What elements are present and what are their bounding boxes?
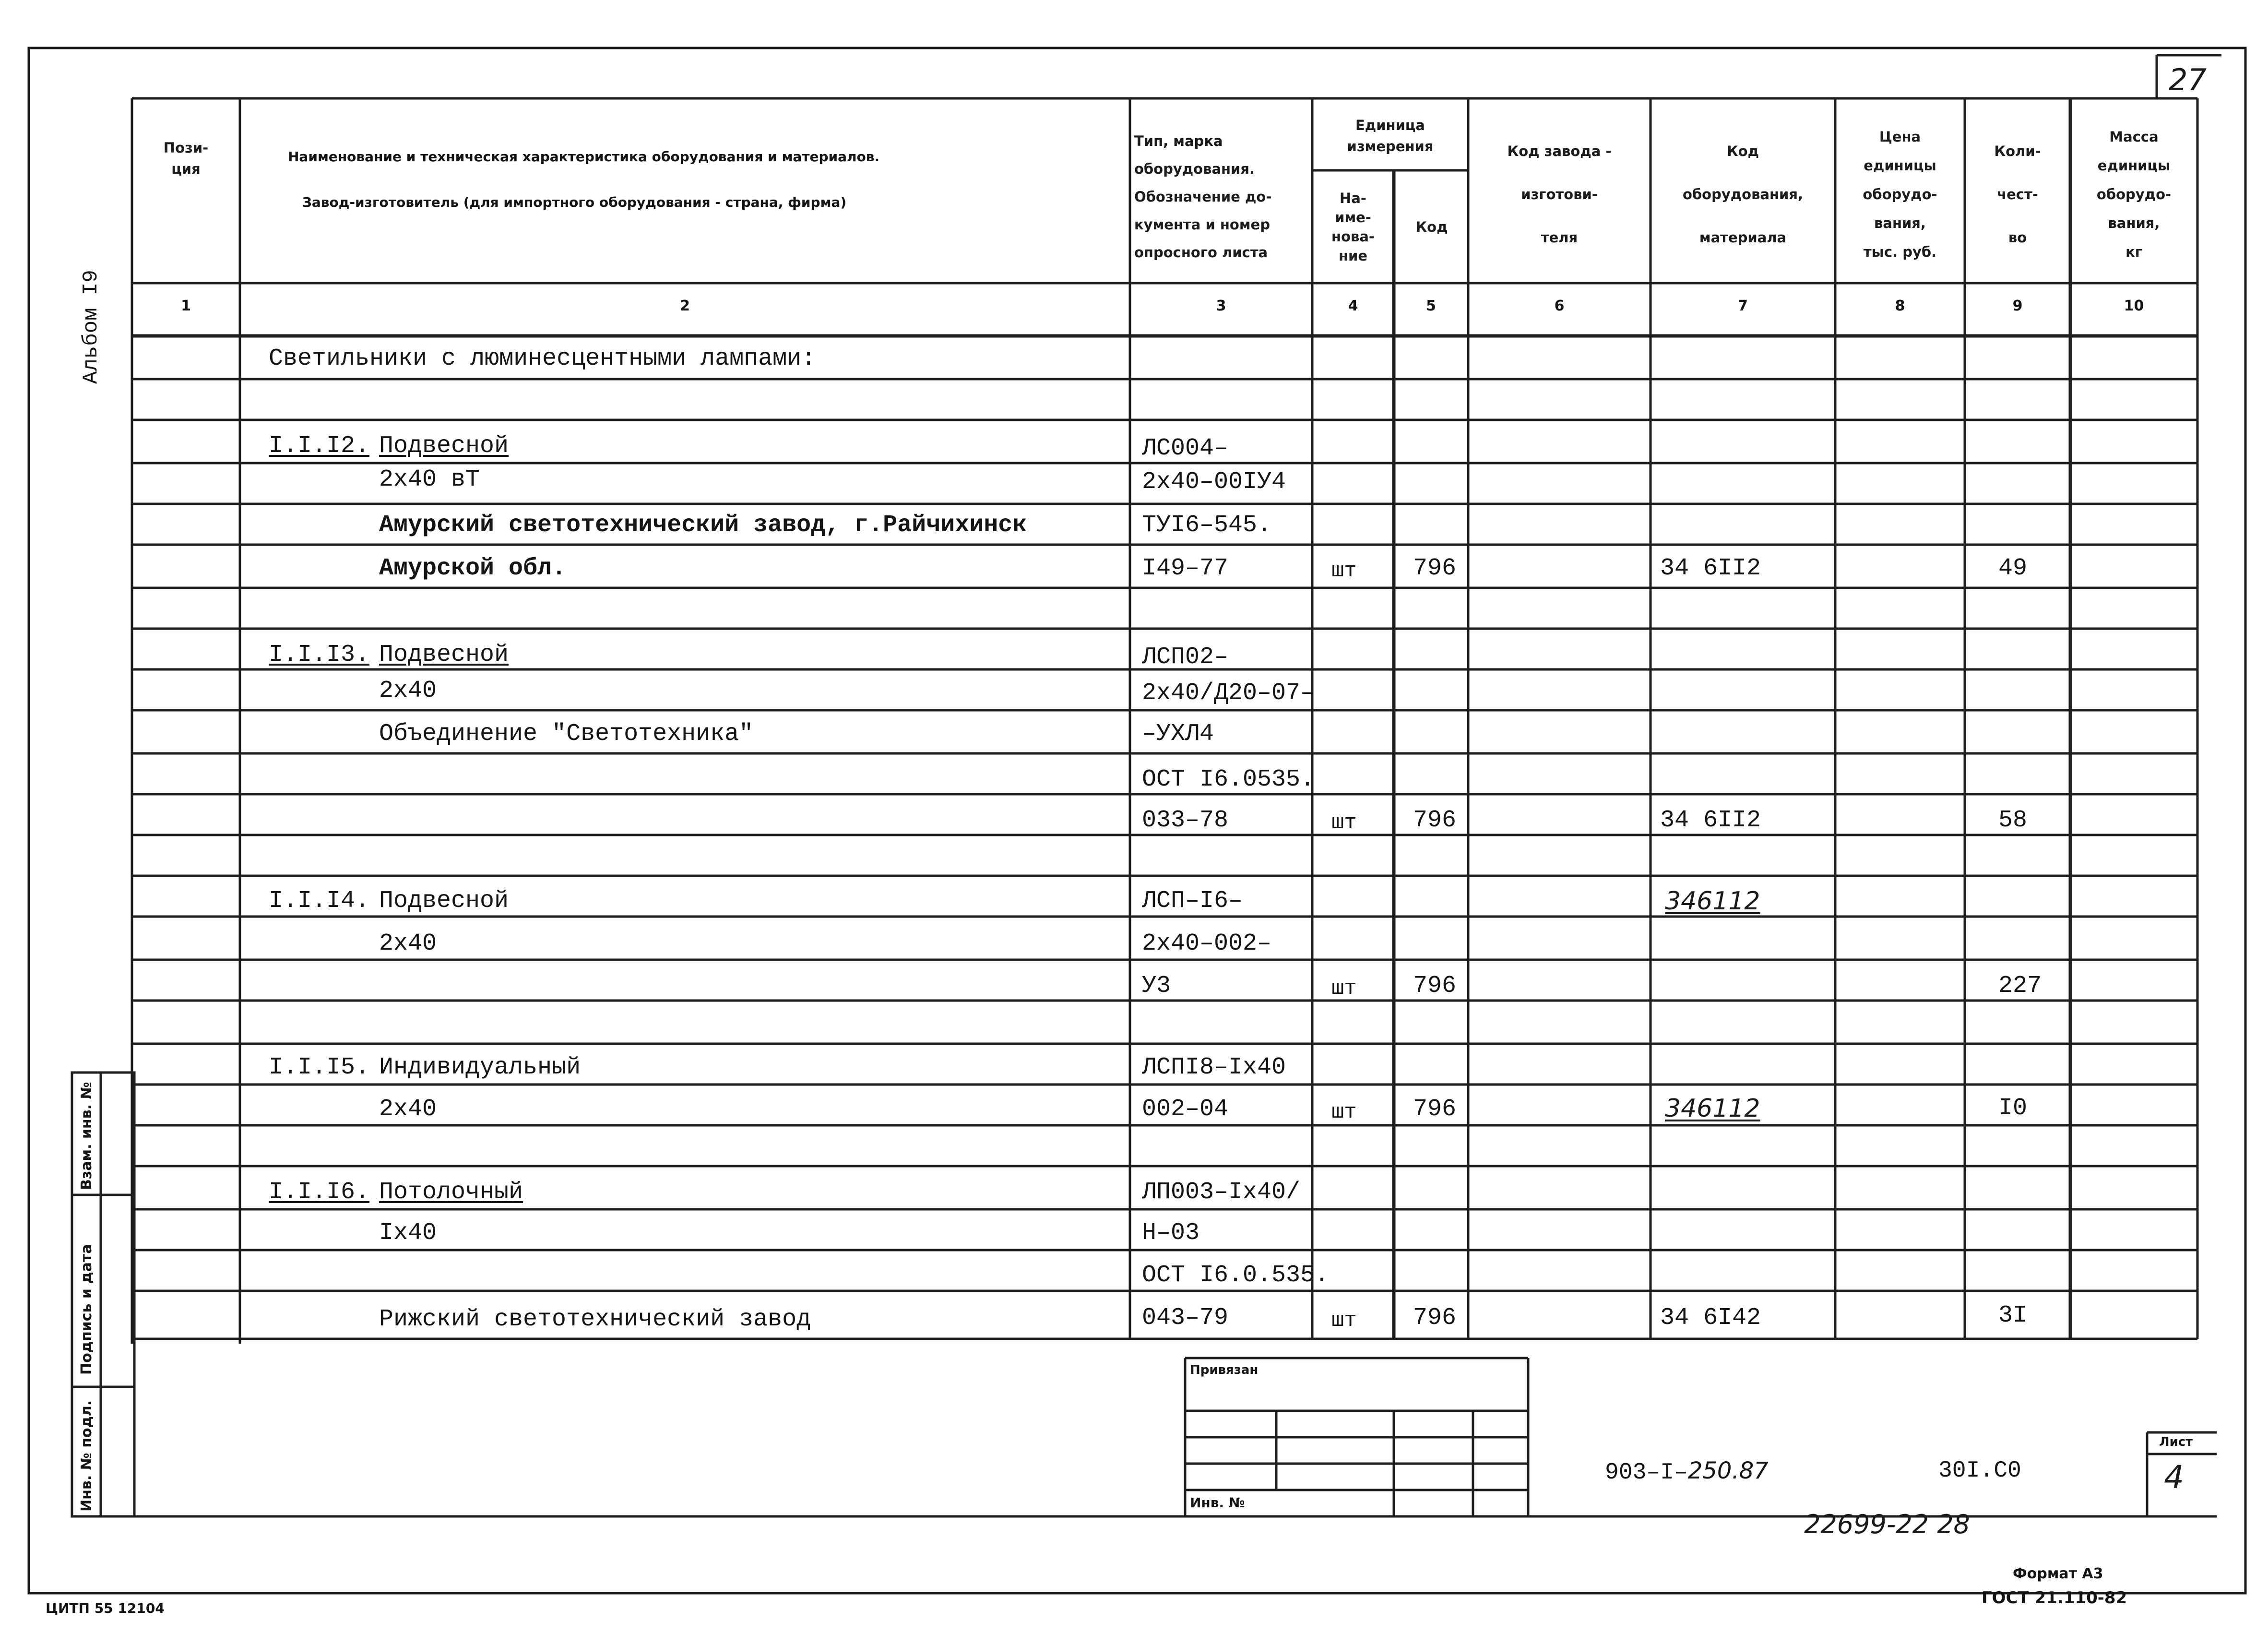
stamp-linked-label: Привязан [1190,1363,1259,1377]
row-112-maker: Амурский светотехнический завод, г.Райчихинск [379,512,1027,539]
row-115-code: 796 [1413,1096,1457,1123]
side-stamp-podpis: Подпись и дата [78,1244,95,1375]
row-113-type2: 2х40/Д20–07– [1142,679,1315,707]
row-116-type3: ОСТ I6.0.535. [1142,1262,1330,1289]
stamp-doc-code-printed: 903–I– [1605,1460,1688,1486]
col-number-1: 1 [181,298,191,314]
row-116-type4: 043–79 [1142,1304,1229,1332]
stamp-sheet-number: 4 [2164,1459,2184,1496]
header-name-line1: Наименование и техническая характеристика оборудования и материалов. [288,149,880,165]
stamp-archive-number: 22699-22 28 [1804,1509,1970,1539]
header-mass: Масса единицы оборудо- вания, кг [2096,129,2172,260]
row-113-name: Подвесной [379,641,509,668]
row-115-type2: 002–04 [1142,1096,1229,1123]
row-112-type2: 2х40–00IУ4 [1142,468,1286,496]
row-113-type1: ЛСП02– [1142,644,1229,671]
row-114-type1: ЛСП–I6– [1142,887,1243,915]
row-113-name2: 2х40 [379,677,437,704]
col-number-8: 8 [1895,298,1905,314]
col-number-7: 7 [1738,298,1748,314]
row-116-name: Потолочный [379,1179,523,1206]
row-112-unit: шт [1331,559,1357,583]
row-115-name: Индивидуальный [379,1054,581,1081]
row-113-code: 796 [1413,807,1457,834]
row-115-name2: 2х40 [379,1096,437,1123]
col-number-2: 2 [680,298,690,314]
row-113-type5: 033–78 [1142,807,1229,834]
header-equipment-code: Код оборудования, материала [1682,143,1804,246]
row-116-name2: Iх40 [379,1219,437,1247]
row-116-unit: шт [1331,1309,1357,1333]
row-112-equipment-code: 34 6II2 [1660,555,1761,582]
row-115-quantity: I0 [1998,1095,2028,1122]
header-name-line2: Завод-изготовитель (для импортного оборудования - страна, фирма) [302,194,847,210]
row-115-unit: шт [1331,1100,1357,1124]
row-112-name: Подвесной [379,432,509,460]
row-114-code: 796 [1413,972,1457,1000]
row-115-position: I.I.I5. [269,1054,370,1081]
row-116-code: 796 [1413,1304,1457,1332]
row-114-unit: шт [1331,977,1357,1001]
stamp-doc-suffix: 30I.C0 [1938,1458,2021,1484]
col-number-3: 3 [1216,298,1226,314]
section-title: Светильники с люминесцентными лампами: [269,345,816,372]
row-112-type1: ЛС004– [1142,435,1229,462]
row-114-name2: 2х40 [379,930,437,957]
row-114-position: I.I.I4. [269,887,370,915]
row-112-quantity: 49 [1998,555,2028,582]
row-113-equipment-code: 34 6II2 [1660,807,1761,834]
header-type: Тип, марка оборудования. Обозначение до- кумента и номер опросного листа [1134,133,1272,261]
col-number-5: 5 [1426,298,1436,314]
header-quantity: Коли- чест- во [1994,143,2041,246]
stamp-format: Формат А3 [2013,1565,2103,1582]
album-label: Альбом I9 [79,270,103,384]
row-112-code: 796 [1413,555,1457,582]
row-116-type1: ЛП003–Iх40/ [1142,1179,1301,1206]
row-113-type4: ОСТ I6.0535. [1142,766,1315,793]
header-position: Пози- ция [163,140,209,177]
header-unit-name: На- име- нова- ние [1331,190,1375,264]
row-114-equipment-code: 346112 [1665,887,1760,916]
stamp-inv-label: Инв. № [1190,1495,1245,1511]
stamp-doc-code [1605,1456,1769,1487]
row-112-type3: ТУI6–545. [1142,512,1272,539]
row-112-name2: 2х40 вТ [379,466,480,493]
row-113-unit: шт [1331,811,1357,835]
col-number-10: 10 [2124,298,2144,314]
col-number-6: 6 [1554,298,1565,314]
row-112-position: I.I.I2. [269,432,370,460]
row-116-position: I.I.I6. [269,1179,370,1206]
row-114-name: Подвесной [379,887,509,915]
sheet-corner-number: 27 [2169,62,2207,97]
stamp-sheet-label: Лист [2159,1435,2193,1449]
row-115-equipment-code: 346112 [1665,1094,1760,1123]
row-113-type3: –УХЛ4 [1142,720,1214,748]
col-number-4: 4 [1348,298,1358,314]
row-113-position: I.I.I3. [269,641,370,668]
row-112-type4: I49–77 [1142,555,1229,582]
row-116-quantity: 3I [1998,1302,2028,1329]
row-112-maker2: Амурской обл. [379,555,567,582]
stamp-bottom-left: ЦИТП 55 12104 [46,1600,165,1616]
stamp-doc-code-hand: 250.87 [1687,1457,1769,1484]
col-number-9: 9 [2012,298,2023,314]
row-114-quantity: 227 [1998,972,2042,1000]
header-factory-code: Код завода - изготови- теля [1507,143,1612,246]
row-114-type3: У3 [1142,972,1171,1000]
row-116-equipment-code: 34 6I42 [1660,1304,1761,1332]
row-113-maker: Объединение "Светотехника" [379,720,754,748]
row-116-maker: Рижский светотехнический завод [379,1306,811,1333]
row-116-type2: Н–03 [1142,1219,1200,1247]
row-113-quantity: 58 [1998,807,2028,834]
side-stamp-inv-podl: Инв. № подл. [78,1400,95,1512]
stamp-gost: ГОСТ 21.110-82 [1982,1588,2127,1608]
header-unit-code: Код [1415,218,1448,235]
header-price: Цена единицы оборудо- вания, тыс. руб. [1863,129,1937,260]
side-stamp-vzam: Взам. инв. № [78,1082,95,1190]
row-115-type1: ЛСПI8–Iх40 [1142,1054,1286,1081]
header-unit-group: Единица измерения [1347,117,1434,155]
row-114-type2: 2х40–002– [1142,930,1272,957]
